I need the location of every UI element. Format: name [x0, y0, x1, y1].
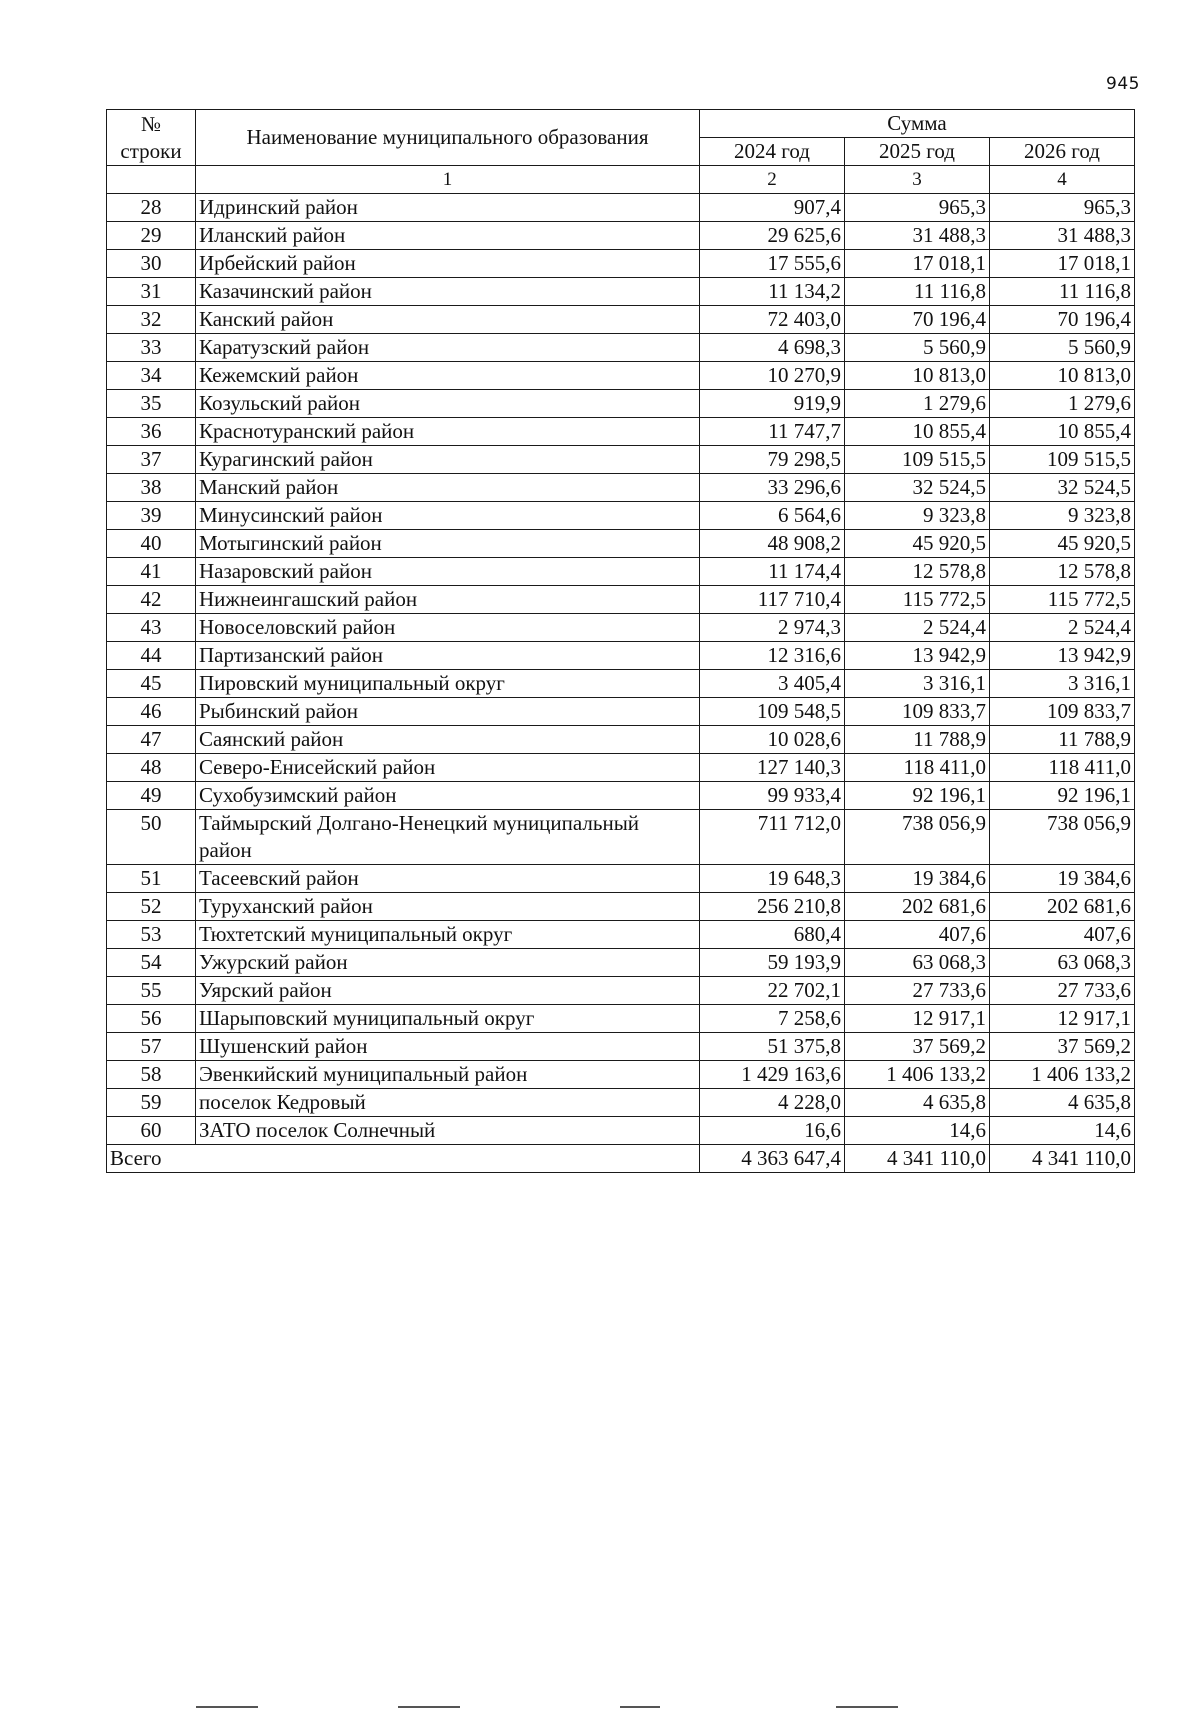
- amount-2025: 92 196,1: [845, 782, 990, 810]
- row-number: 42: [107, 586, 196, 614]
- municipality-name: ЗАТО поселок Солнечный: [196, 1117, 700, 1145]
- municipality-name: Кежемский район: [196, 362, 700, 390]
- amount-2025: 70 196,4: [845, 306, 990, 334]
- table-row: [107, 949, 1135, 977]
- amount-2025: 1 279,6: [845, 390, 990, 418]
- header-year-2024: 2024 год: [700, 138, 845, 166]
- total-label: Всего: [107, 1145, 700, 1173]
- municipality-name: Мотыгинский район: [196, 530, 700, 558]
- total-row: [107, 1145, 1135, 1173]
- row-number: 34: [107, 362, 196, 390]
- amount-2026: 13 942,9: [990, 642, 1135, 670]
- amount-2025: 11 116,8: [845, 278, 990, 306]
- row-number: 53: [107, 921, 196, 949]
- table-row: [107, 1033, 1135, 1061]
- table-row: [107, 222, 1135, 250]
- amount-2025: 2 524,4: [845, 614, 990, 642]
- municipality-name: Ирбейский район: [196, 250, 700, 278]
- municipality-name: Тасеевский район: [196, 865, 700, 893]
- table-row: [107, 1117, 1135, 1145]
- amount-2026: 109 515,5: [990, 446, 1135, 474]
- table-row: [107, 754, 1135, 782]
- amount-2026: 27 733,6: [990, 977, 1135, 1005]
- amount-2026: 19 384,6: [990, 865, 1135, 893]
- row-number: 32: [107, 306, 196, 334]
- municipality-name: Манский район: [196, 474, 700, 502]
- budget-table: [106, 109, 1135, 1173]
- municipality-name: Рыбинский район: [196, 698, 700, 726]
- table-row: [107, 362, 1135, 390]
- municipality-name: Курагинский район: [196, 446, 700, 474]
- row-number: 60: [107, 1117, 196, 1145]
- column-index: 3: [845, 166, 990, 194]
- row-number: 57: [107, 1033, 196, 1061]
- column-index-empty: [107, 166, 196, 194]
- amount-2024: 711 712,0: [700, 810, 845, 865]
- row-number: 52: [107, 893, 196, 921]
- amount-2025: 407,6: [845, 921, 990, 949]
- municipality-name: Пировский муниципальный округ: [196, 670, 700, 698]
- total-2026: 4 341 110,0: [990, 1145, 1135, 1173]
- header-row-number: [107, 110, 196, 166]
- amount-2024: 127 140,3: [700, 754, 845, 782]
- row-number: 44: [107, 642, 196, 670]
- amount-2026: 5 560,9: [990, 334, 1135, 362]
- amount-2026: 63 068,3: [990, 949, 1135, 977]
- amount-2024: 33 296,6: [700, 474, 845, 502]
- municipality-name: Казачинский район: [196, 278, 700, 306]
- amount-2024: 919,9: [700, 390, 845, 418]
- page-number: 945: [1106, 74, 1140, 94]
- column-index: 2: [700, 166, 845, 194]
- table-row: [107, 614, 1135, 642]
- amount-2024: 907,4: [700, 194, 845, 222]
- table-row: [107, 306, 1135, 334]
- amount-2025: 10 855,4: [845, 418, 990, 446]
- amount-2025: 9 323,8: [845, 502, 990, 530]
- row-number: 51: [107, 865, 196, 893]
- amount-2024: 4 698,3: [700, 334, 845, 362]
- amount-2024: 11 134,2: [700, 278, 845, 306]
- amount-2026: 1 279,6: [990, 390, 1135, 418]
- amount-2025: 11 788,9: [845, 726, 990, 754]
- row-number: 47: [107, 726, 196, 754]
- amount-2025: 738 056,9: [845, 810, 990, 865]
- amount-2025: 118 411,0: [845, 754, 990, 782]
- table-footer: [107, 1145, 1135, 1173]
- amount-2024: 4 228,0: [700, 1089, 845, 1117]
- scan-mark: [620, 1706, 660, 1708]
- municipality-name: Тюхтетский муниципальный округ: [196, 921, 700, 949]
- row-number: 50: [107, 810, 196, 865]
- amount-2025: 965,3: [845, 194, 990, 222]
- municipality-name: Сухобузимский район: [196, 782, 700, 810]
- amount-2024: 79 298,5: [700, 446, 845, 474]
- amount-2024: 12 316,6: [700, 642, 845, 670]
- row-number: 30: [107, 250, 196, 278]
- table-row: [107, 558, 1135, 586]
- amount-2024: 3 405,4: [700, 670, 845, 698]
- table-header: [107, 110, 1135, 194]
- municipality-name: Новоселовский район: [196, 614, 700, 642]
- table-row: [107, 893, 1135, 921]
- row-number: 46: [107, 698, 196, 726]
- scan-mark: [836, 1706, 898, 1708]
- municipality-name: поселок Кедровый: [196, 1089, 700, 1117]
- row-number: 33: [107, 334, 196, 362]
- amount-2026: 2 524,4: [990, 614, 1135, 642]
- table-row: [107, 1005, 1135, 1033]
- municipality-name: Уярский район: [196, 977, 700, 1005]
- municipality-name: Идринский район: [196, 194, 700, 222]
- amount-2026: 32 524,5: [990, 474, 1135, 502]
- amount-2024: 109 548,5: [700, 698, 845, 726]
- municipality-name: Северо-Енисейский район: [196, 754, 700, 782]
- header-sum: Сумма: [700, 110, 1135, 138]
- municipality-name: Партизанский район: [196, 642, 700, 670]
- amount-2025: 19 384,6: [845, 865, 990, 893]
- amount-2025: 13 942,9: [845, 642, 990, 670]
- header-municipality-name: Наименование муниципального образования: [196, 110, 700, 166]
- municipality-name: Шушенский район: [196, 1033, 700, 1061]
- municipality-name: Козульский район: [196, 390, 700, 418]
- amount-2025: 17 018,1: [845, 250, 990, 278]
- amount-2026: 965,3: [990, 194, 1135, 222]
- row-number: 39: [107, 502, 196, 530]
- row-number: 43: [107, 614, 196, 642]
- amount-2025: 63 068,3: [845, 949, 990, 977]
- amount-2024: 48 908,2: [700, 530, 845, 558]
- row-number: 59: [107, 1089, 196, 1117]
- table-row: [107, 334, 1135, 362]
- row-number: 58: [107, 1061, 196, 1089]
- amount-2024: 72 403,0: [700, 306, 845, 334]
- municipality-name: Канский район: [196, 306, 700, 334]
- amount-2026: 11 788,9: [990, 726, 1135, 754]
- amount-2026: 11 116,8: [990, 278, 1135, 306]
- municipality-name: Назаровский район: [196, 558, 700, 586]
- header-year-2026: 2026 год: [990, 138, 1135, 166]
- municipality-name: Туруханский район: [196, 893, 700, 921]
- amount-2025: 37 569,2: [845, 1033, 990, 1061]
- table-row: [107, 502, 1135, 530]
- row-number: 35: [107, 390, 196, 418]
- amount-2026: 109 833,7: [990, 698, 1135, 726]
- row-number: 45: [107, 670, 196, 698]
- table-row: [107, 642, 1135, 670]
- amount-2026: 37 569,2: [990, 1033, 1135, 1061]
- amount-2024: 2 974,3: [700, 614, 845, 642]
- amount-2026: 92 196,1: [990, 782, 1135, 810]
- amount-2025: 45 920,5: [845, 530, 990, 558]
- amount-2024: 29 625,6: [700, 222, 845, 250]
- municipality-name: Саянский район: [196, 726, 700, 754]
- amount-2024: 7 258,6: [700, 1005, 845, 1033]
- table-row: [107, 865, 1135, 893]
- amount-2026: 407,6: [990, 921, 1135, 949]
- table-row: [107, 1061, 1135, 1089]
- municipality-name: Минусинский район: [196, 502, 700, 530]
- amount-2025: 202 681,6: [845, 893, 990, 921]
- amount-2026: 14,6: [990, 1117, 1135, 1145]
- amount-2024: 256 210,8: [700, 893, 845, 921]
- scan-mark: [398, 1706, 460, 1708]
- table-row: [107, 977, 1135, 1005]
- municipality-name: Нижнеингашский район: [196, 586, 700, 614]
- row-number: 48: [107, 754, 196, 782]
- table-row: [107, 390, 1135, 418]
- row-number: 37: [107, 446, 196, 474]
- amount-2024: 11 747,7: [700, 418, 845, 446]
- table-row: [107, 586, 1135, 614]
- amount-2025: 109 833,7: [845, 698, 990, 726]
- table-row: [107, 1089, 1135, 1117]
- row-number: 40: [107, 530, 196, 558]
- amount-2026: 118 411,0: [990, 754, 1135, 782]
- amount-2026: 738 056,9: [990, 810, 1135, 865]
- table-row: [107, 726, 1135, 754]
- table-row: [107, 810, 1135, 865]
- amount-2026: 12 917,1: [990, 1005, 1135, 1033]
- amount-2025: 115 772,5: [845, 586, 990, 614]
- amount-2026: 202 681,6: [990, 893, 1135, 921]
- amount-2026: 115 772,5: [990, 586, 1135, 614]
- scan-mark: [196, 1706, 258, 1708]
- amount-2026: 1 406 133,2: [990, 1061, 1135, 1089]
- row-number: 31: [107, 278, 196, 306]
- table-row: [107, 250, 1135, 278]
- municipality-name: Иланский район: [196, 222, 700, 250]
- amount-2025: 4 635,8: [845, 1089, 990, 1117]
- amount-2024: 17 555,6: [700, 250, 845, 278]
- amount-2024: 117 710,4: [700, 586, 845, 614]
- amount-2025: 1 406 133,2: [845, 1061, 990, 1089]
- amount-2024: 99 933,4: [700, 782, 845, 810]
- amount-2025: 3 316,1: [845, 670, 990, 698]
- header-year-2025: 2025 год: [845, 138, 990, 166]
- municipality-name: Шарыповский муниципальный округ: [196, 1005, 700, 1033]
- amount-2026: 10 855,4: [990, 418, 1135, 446]
- amount-2024: 22 702,1: [700, 977, 845, 1005]
- amount-2026: 9 323,8: [990, 502, 1135, 530]
- header-row-number-symbol: №: [140, 111, 162, 136]
- row-number: 41: [107, 558, 196, 586]
- total-2025: 4 341 110,0: [845, 1145, 990, 1173]
- amount-2025: 32 524,5: [845, 474, 990, 502]
- amount-2024: 10 270,9: [700, 362, 845, 390]
- column-index: 4: [990, 166, 1135, 194]
- table-row: [107, 446, 1135, 474]
- amount-2024: 11 174,4: [700, 558, 845, 586]
- row-number: 28: [107, 194, 196, 222]
- amount-2025: 12 917,1: [845, 1005, 990, 1033]
- amount-2025: 109 515,5: [845, 446, 990, 474]
- row-number: 29: [107, 222, 196, 250]
- municipality-name: Краснотуранский район: [196, 418, 700, 446]
- amount-2026: 10 813,0: [990, 362, 1135, 390]
- row-number: 38: [107, 474, 196, 502]
- amount-2024: 16,6: [700, 1117, 845, 1145]
- amount-2025: 27 733,6: [845, 977, 990, 1005]
- amount-2024: 1 429 163,6: [700, 1061, 845, 1089]
- row-number: 49: [107, 782, 196, 810]
- amount-2026: 70 196,4: [990, 306, 1135, 334]
- amount-2025: 10 813,0: [845, 362, 990, 390]
- amount-2024: 59 193,9: [700, 949, 845, 977]
- table-row: [107, 418, 1135, 446]
- amount-2026: 12 578,8: [990, 558, 1135, 586]
- amount-2025: 31 488,3: [845, 222, 990, 250]
- amount-2026: 4 635,8: [990, 1089, 1135, 1117]
- table-row: [107, 698, 1135, 726]
- total-2024: 4 363 647,4: [700, 1145, 845, 1173]
- header-row-number-label: строки: [120, 138, 182, 163]
- municipality-name: Эвенкийский муниципальный район: [196, 1061, 700, 1089]
- amount-2025: 12 578,8: [845, 558, 990, 586]
- column-index-row: [107, 166, 1135, 194]
- municipality-name: Таймырский Долгано-Ненецкий муниципальный район: [196, 810, 700, 865]
- amount-2026: 45 920,5: [990, 530, 1135, 558]
- amount-2026: 17 018,1: [990, 250, 1135, 278]
- table-body: [107, 194, 1135, 1145]
- amount-2024: 6 564,6: [700, 502, 845, 530]
- amount-2025: 5 560,9: [845, 334, 990, 362]
- row-number: 36: [107, 418, 196, 446]
- table-row: [107, 194, 1135, 222]
- table-row: [107, 530, 1135, 558]
- municipality-name: Каратузский район: [196, 334, 700, 362]
- amount-2024: 51 375,8: [700, 1033, 845, 1061]
- table-row: [107, 782, 1135, 810]
- row-number: 56: [107, 1005, 196, 1033]
- row-number: 55: [107, 977, 196, 1005]
- column-index: 1: [196, 166, 700, 194]
- amount-2026: 31 488,3: [990, 222, 1135, 250]
- amount-2026: 3 316,1: [990, 670, 1135, 698]
- table-row: [107, 278, 1135, 306]
- table-row: [107, 670, 1135, 698]
- amount-2025: 14,6: [845, 1117, 990, 1145]
- amount-2024: 19 648,3: [700, 865, 845, 893]
- amount-2024: 680,4: [700, 921, 845, 949]
- footer-scan-marks: [0, 1706, 1200, 1712]
- row-number: 54: [107, 949, 196, 977]
- table-row: [107, 474, 1135, 502]
- municipality-name: Ужурский район: [196, 949, 700, 977]
- table-row: [107, 921, 1135, 949]
- amount-2024: 10 028,6: [700, 726, 845, 754]
